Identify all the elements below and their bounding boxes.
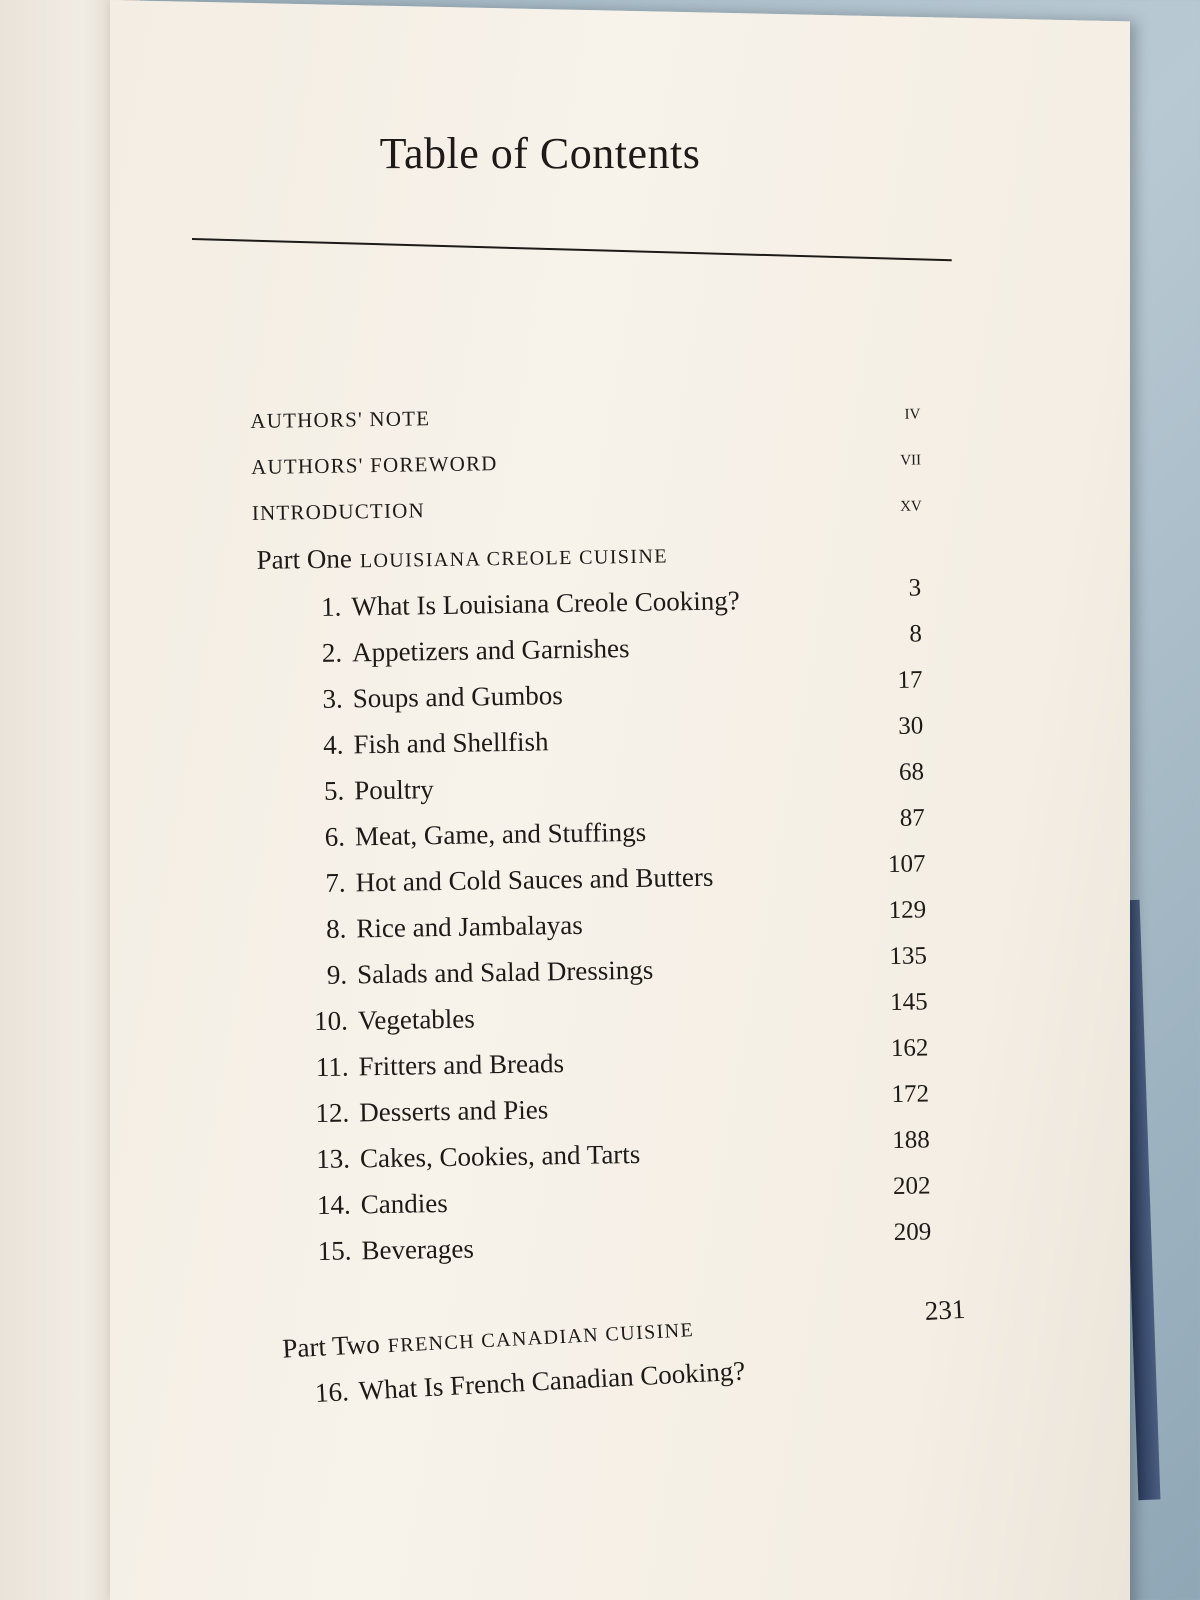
chapter-number: 5. — [323, 775, 345, 806]
chapter-title: Desserts and Pies — [359, 1094, 549, 1128]
chapter-number: 1. — [320, 591, 342, 622]
chapter-title: Meat, Game, and Stuffings — [354, 816, 647, 852]
chapter-page: 172 — [891, 1080, 930, 1108]
chapter-page: 129 — [888, 896, 927, 924]
chapter-title: Fritters and Breads — [358, 1048, 565, 1082]
chapter-page: 3 — [908, 574, 922, 602]
chapter-number: 10. — [313, 1005, 349, 1037]
table-of-contents — [248, 383, 1022, 1275]
chapter-page: 162 — [890, 1034, 929, 1062]
chapter-number: 9. — [326, 959, 348, 990]
chapter-title: Vegetables — [357, 1003, 476, 1036]
chapter-title: Appetizers and Garnishes — [351, 633, 630, 668]
chapter-page: 30 — [898, 712, 924, 740]
front-matter-label: AUTHORS' NOTE — [250, 406, 431, 433]
chapter-number: 2. — [321, 637, 343, 668]
part-number: Part One — [256, 543, 353, 575]
chapter-page: 209 — [893, 1218, 932, 1246]
chapter-number: 6. — [324, 821, 346, 852]
front-matter-page: iv — [904, 398, 921, 424]
page-title: Table of Contents — [379, 129, 701, 178]
chapter-title: Beverages — [361, 1233, 475, 1266]
chapter-title: Poultry — [353, 774, 434, 806]
chapter-page: 107 — [887, 850, 926, 879]
chapter-page: 135 — [889, 942, 928, 970]
front-matter-label: AUTHORS' FOREWORD — [250, 451, 498, 479]
chapter-number: 16. — [314, 1376, 350, 1408]
chapter-page: 145 — [889, 988, 928, 1016]
chapter-title: What Is Louisiana Creole Cooking? — [351, 585, 740, 622]
part-name: FRENCH CANADIAN CUISINE — [387, 1319, 695, 1358]
chapter-number: 15. — [317, 1235, 352, 1267]
chapter-title: Salads and Salad Dressings — [356, 954, 654, 990]
chapter-title: Candies — [360, 1187, 448, 1220]
chapter-number: 13. — [316, 1143, 351, 1175]
chapter-page: 8 — [909, 620, 923, 648]
chapter-number: 14. — [316, 1189, 351, 1221]
part-label — [256, 538, 668, 575]
front-matter-page: xv — [899, 490, 922, 516]
chapter-page: 231 — [924, 1293, 967, 1326]
part-number: Part Two — [281, 1328, 381, 1364]
chapter-page: 202 — [892, 1172, 931, 1200]
chapter-title: Fish and Shellfish — [353, 726, 549, 760]
chapter-page: 17 — [897, 666, 923, 694]
front-matter-page: vii — [900, 444, 922, 470]
chapter-title: Hot and Cold Sauces and Butters — [355, 861, 714, 898]
chapter-number: 8. — [325, 913, 347, 944]
chapter-title: Soups and Gumbos — [352, 680, 564, 714]
chapter-page: 68 — [898, 758, 925, 786]
chapter-number: 12. — [315, 1097, 350, 1129]
chapter-number: 3. — [322, 683, 344, 714]
chapter-number: 7. — [325, 867, 346, 898]
chapter-number: 11. — [315, 1051, 349, 1083]
chapter-title: What Is French Canadian Cooking? — [357, 1355, 746, 1406]
chapter-number: 4. — [323, 729, 344, 760]
chapter-page: 87 — [899, 804, 925, 832]
chapter-title: Rice and Jambalayas — [356, 909, 584, 944]
chapter-page: 188 — [892, 1126, 930, 1154]
chapter-title: Cakes, Cookies, and Tarts — [359, 1138, 641, 1174]
part-name: LOUISIANA CREOLE CUISINE — [359, 545, 669, 573]
front-matter-label: INTRODUCTION — [251, 498, 426, 525]
